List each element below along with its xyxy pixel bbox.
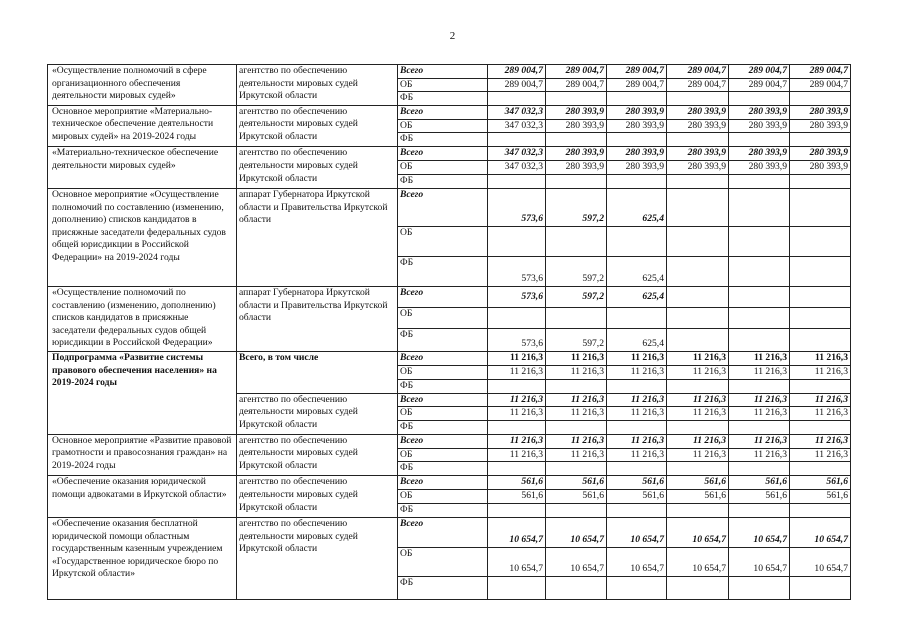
value-cell: 11 216,3 <box>546 365 607 379</box>
value-cell <box>607 462 667 476</box>
value-cell: 561,6 <box>790 490 851 504</box>
value-cell: 561,6 <box>488 476 546 490</box>
value-cell: 11 216,3 <box>546 448 607 462</box>
program-name-cell: «Обеспечение оказания бесплатной юридической помощи областным государственным казенным учреждением «Государственное юридическое бюро по Иркутской области» <box>48 517 237 599</box>
value-cell: 11 216,3 <box>546 393 607 407</box>
value-cell <box>488 379 546 393</box>
value-cell: 289 004,7 <box>790 78 851 92</box>
value-cell <box>729 421 790 435</box>
value-cell <box>729 226 790 256</box>
value-cell <box>667 92 729 106</box>
funding-source-cell: ОБ <box>398 407 488 421</box>
value-cell <box>729 576 790 599</box>
value-cell <box>667 188 729 226</box>
value-cell: 10 654,7 <box>607 547 667 576</box>
value-cell: 625,4 <box>607 328 667 351</box>
value-cell: 280 393,9 <box>546 161 607 175</box>
value-cell: 10 654,7 <box>667 517 729 547</box>
program-name-cell: «Обеспечение оказания юридической помощи адвокатами в Иркутской области» <box>48 476 237 518</box>
value-cell <box>488 226 546 256</box>
funding-source-cell: ФБ <box>398 576 488 599</box>
value-cell: 625,4 <box>607 188 667 226</box>
value-cell <box>607 576 667 599</box>
funding-source-cell: ФБ <box>398 92 488 106</box>
value-cell: 561,6 <box>667 490 729 504</box>
value-cell <box>790 503 851 517</box>
value-cell <box>607 503 667 517</box>
value-cell <box>667 286 729 307</box>
funding-source-cell: ФБ <box>398 174 488 188</box>
value-cell: 280 393,9 <box>790 147 851 161</box>
program-name-cell: Основное мероприятие «Осуществление полномочий по составлению (изменению, дополнению) списков кандидатов в присяжные заседатели федеральных судов общей юрисдикции в Российской Федерации» на 2019-2024 годы <box>48 188 237 286</box>
value-cell: 573,6 <box>488 286 546 307</box>
value-cell <box>790 576 851 599</box>
funding-source-cell: ОБ <box>398 547 488 576</box>
value-cell: 625,4 <box>607 256 667 286</box>
value-cell: 11 216,3 <box>488 351 546 365</box>
value-cell <box>729 188 790 226</box>
funding-source-cell: Всего <box>398 147 488 161</box>
value-cell: 280 393,9 <box>790 161 851 175</box>
value-cell: 11 216,3 <box>667 365 729 379</box>
value-cell <box>729 286 790 307</box>
value-cell: 11 216,3 <box>667 393 729 407</box>
value-cell: 11 216,3 <box>729 407 790 421</box>
value-cell: 289 004,7 <box>790 65 851 79</box>
value-cell: 280 393,9 <box>667 147 729 161</box>
value-cell: 280 393,9 <box>790 105 851 119</box>
funding-source-cell: Всего <box>398 517 488 547</box>
value-cell: 11 216,3 <box>667 434 729 448</box>
value-cell: 11 216,3 <box>488 448 546 462</box>
value-cell: 561,6 <box>607 490 667 504</box>
table-row <box>48 65 851 79</box>
funding-source-cell: ФБ <box>398 503 488 517</box>
table-row <box>48 286 851 307</box>
table-row <box>48 476 851 490</box>
value-cell <box>488 307 546 328</box>
value-cell <box>607 133 667 147</box>
value-cell: 289 004,7 <box>546 78 607 92</box>
value-cell: 11 216,3 <box>790 448 851 462</box>
value-cell: 11 216,3 <box>488 393 546 407</box>
funding-source-cell: ФБ <box>398 328 488 351</box>
value-cell <box>607 174 667 188</box>
value-cell: 280 393,9 <box>667 119 729 133</box>
value-cell: 11 216,3 <box>488 365 546 379</box>
funding-source-cell: Всего <box>398 434 488 448</box>
value-cell: 10 654,7 <box>546 547 607 576</box>
value-cell: 625,4 <box>607 286 667 307</box>
funding-source-cell: ФБ <box>398 133 488 147</box>
value-cell <box>667 462 729 476</box>
table-row <box>48 147 851 161</box>
value-cell <box>667 328 729 351</box>
value-cell: 573,6 <box>488 328 546 351</box>
table-row <box>48 434 851 448</box>
funding-source-cell: Всего <box>398 188 488 226</box>
executor-cell: агентство по обеспечению деятельности мировых судей Иркутской области <box>237 105 398 147</box>
value-cell: 280 393,9 <box>729 105 790 119</box>
funding-source-cell: ФБ <box>398 421 488 435</box>
program-name-cell: «Осуществление полномочий в сфере организационного обеспечения деятельности мировых судей» <box>48 65 237 106</box>
value-cell <box>667 379 729 393</box>
value-cell: 597,2 <box>546 188 607 226</box>
table-row <box>48 517 851 547</box>
value-cell: 289 004,7 <box>729 78 790 92</box>
value-cell: 11 216,3 <box>546 407 607 421</box>
executor-cell: Всего, в том числе <box>237 351 398 393</box>
value-cell: 561,6 <box>488 490 546 504</box>
value-cell: 11 216,3 <box>667 448 729 462</box>
executor-cell: агентство по обеспечению деятельности мировых судей Иркутской области <box>237 147 398 189</box>
funding-source-cell: Всего <box>398 65 488 79</box>
value-cell <box>667 503 729 517</box>
value-cell: 289 004,7 <box>729 65 790 79</box>
funding-source-cell: Всего <box>398 393 488 407</box>
value-cell: 10 654,7 <box>607 517 667 547</box>
value-cell <box>667 174 729 188</box>
value-cell: 597,2 <box>546 256 607 286</box>
value-cell: 11 216,3 <box>607 393 667 407</box>
value-cell: 561,6 <box>546 490 607 504</box>
value-cell <box>546 462 607 476</box>
table-row <box>48 105 851 119</box>
value-cell <box>790 256 851 286</box>
value-cell <box>790 379 851 393</box>
funding-source-cell: ОБ <box>398 78 488 92</box>
value-cell <box>546 226 607 256</box>
executor-cell: агентство по обеспечению деятельности мировых судей Иркутской области <box>237 65 398 106</box>
funding-source-cell: ОБ <box>398 161 488 175</box>
value-cell <box>729 133 790 147</box>
value-cell: 597,2 <box>546 286 607 307</box>
value-cell: 289 004,7 <box>488 65 546 79</box>
funding-source-cell: Всего <box>398 286 488 307</box>
value-cell <box>488 133 546 147</box>
value-cell: 280 393,9 <box>546 147 607 161</box>
program-name-cell: Основное мероприятие «Материально-техническое обеспечение деятельности мировых судей» на 2019-2024 годы <box>48 105 237 147</box>
value-cell <box>729 379 790 393</box>
executor-cell: агентство по обеспечению деятельности мировых судей Иркутской области <box>237 517 398 599</box>
value-cell: 280 393,9 <box>546 105 607 119</box>
value-cell: 10 654,7 <box>488 517 546 547</box>
value-cell <box>546 503 607 517</box>
value-cell: 280 393,9 <box>667 105 729 119</box>
value-cell: 11 216,3 <box>729 393 790 407</box>
value-cell <box>607 307 667 328</box>
value-cell <box>488 503 546 517</box>
value-cell <box>790 174 851 188</box>
value-cell <box>488 174 546 188</box>
value-cell <box>488 92 546 106</box>
value-cell: 280 393,9 <box>790 119 851 133</box>
value-cell: 347 032,3 <box>488 119 546 133</box>
funding-source-cell: Всего <box>398 351 488 365</box>
value-cell: 11 216,3 <box>488 407 546 421</box>
value-cell: 561,6 <box>790 476 851 490</box>
value-cell: 11 216,3 <box>790 407 851 421</box>
value-cell: 280 393,9 <box>607 161 667 175</box>
program-name-cell: «Осуществление полномочий по составлению (изменению, дополнению) списков кандидатов в присяжные заседатели федеральных судов общей юрисдикции в Российской Федерации» <box>48 286 237 351</box>
value-cell: 11 216,3 <box>729 365 790 379</box>
value-cell <box>667 576 729 599</box>
funding-source-cell: ОБ <box>398 448 488 462</box>
value-cell: 280 393,9 <box>729 119 790 133</box>
budget-table <box>47 64 851 600</box>
value-cell <box>729 462 790 476</box>
value-cell <box>667 421 729 435</box>
value-cell: 10 654,7 <box>790 547 851 576</box>
value-cell: 11 216,3 <box>607 407 667 421</box>
value-cell <box>729 92 790 106</box>
value-cell <box>488 576 546 599</box>
value-cell: 11 216,3 <box>607 365 667 379</box>
value-cell <box>607 226 667 256</box>
value-cell <box>667 226 729 256</box>
value-cell: 11 216,3 <box>790 351 851 365</box>
value-cell: 561,6 <box>607 476 667 490</box>
value-cell <box>790 307 851 328</box>
value-cell <box>607 421 667 435</box>
value-cell <box>790 133 851 147</box>
page-number: 2 <box>449 30 456 42</box>
executor-cell: агентство по обеспечению деятельности мировых судей Иркутской области <box>237 434 398 476</box>
value-cell <box>667 307 729 328</box>
value-cell: 10 654,7 <box>667 547 729 576</box>
value-cell <box>790 226 851 256</box>
value-cell <box>546 576 607 599</box>
value-cell: 11 216,3 <box>790 365 851 379</box>
value-cell: 10 654,7 <box>790 517 851 547</box>
value-cell: 280 393,9 <box>607 105 667 119</box>
value-cell: 561,6 <box>546 476 607 490</box>
value-cell: 347 032,3 <box>488 105 546 119</box>
value-cell <box>729 328 790 351</box>
executor-cell: аппарат Губернатора Иркутской области и Правительства Иркутской области <box>237 286 398 351</box>
value-cell: 11 216,3 <box>546 434 607 448</box>
value-cell: 597,2 <box>546 328 607 351</box>
value-cell: 11 216,3 <box>607 434 667 448</box>
value-cell <box>546 379 607 393</box>
value-cell: 11 216,3 <box>607 448 667 462</box>
value-cell <box>790 328 851 351</box>
value-cell: 10 654,7 <box>729 547 790 576</box>
funding-source-cell: ОБ <box>398 119 488 133</box>
value-cell: 561,6 <box>667 476 729 490</box>
value-cell: 11 216,3 <box>790 393 851 407</box>
value-cell: 11 216,3 <box>729 351 790 365</box>
executor-cell: аппарат Губернатора Иркутской области и Правительства Иркутской области <box>237 188 398 286</box>
value-cell: 280 393,9 <box>607 119 667 133</box>
value-cell: 561,6 <box>729 490 790 504</box>
funding-source-cell: ОБ <box>398 226 488 256</box>
funding-source-cell: ОБ <box>398 365 488 379</box>
value-cell: 573,6 <box>488 188 546 226</box>
value-cell <box>667 133 729 147</box>
value-cell: 11 216,3 <box>729 434 790 448</box>
value-cell <box>790 92 851 106</box>
value-cell <box>729 256 790 286</box>
funding-source-cell: ФБ <box>398 379 488 393</box>
funding-source-cell: Всего <box>398 476 488 490</box>
value-cell: 561,6 <box>729 476 790 490</box>
value-cell: 11 216,3 <box>607 351 667 365</box>
value-cell: 11 216,3 <box>488 434 546 448</box>
funding-source-cell: ФБ <box>398 462 488 476</box>
value-cell <box>607 379 667 393</box>
value-cell <box>607 92 667 106</box>
value-cell: 11 216,3 <box>729 448 790 462</box>
value-cell: 347 032,3 <box>488 161 546 175</box>
value-cell <box>729 174 790 188</box>
value-cell <box>546 92 607 106</box>
value-cell <box>546 133 607 147</box>
funding-source-cell: ОБ <box>398 307 488 328</box>
value-cell: 280 393,9 <box>607 147 667 161</box>
value-cell: 10 654,7 <box>488 547 546 576</box>
value-cell: 11 216,3 <box>790 434 851 448</box>
funding-source-cell: Всего <box>398 105 488 119</box>
value-cell: 11 216,3 <box>546 351 607 365</box>
value-cell <box>790 188 851 226</box>
value-cell: 289 004,7 <box>667 78 729 92</box>
value-cell: 289 004,7 <box>488 78 546 92</box>
value-cell <box>667 256 729 286</box>
value-cell <box>488 462 546 476</box>
program-name-cell: Подпрограмма «Развитие системы правового обеспечения населения» на 2019-2024 годы <box>48 351 237 434</box>
value-cell <box>546 307 607 328</box>
value-cell: 11 216,3 <box>667 351 729 365</box>
funding-source-cell: ОБ <box>398 490 488 504</box>
value-cell <box>729 307 790 328</box>
value-cell: 289 004,7 <box>607 65 667 79</box>
funding-source-cell: ФБ <box>398 256 488 286</box>
value-cell: 289 004,7 <box>667 65 729 79</box>
value-cell <box>488 421 546 435</box>
value-cell: 289 004,7 <box>546 65 607 79</box>
executor-cell: агентство по обеспечению деятельности мировых судей Иркутской области <box>237 476 398 518</box>
value-cell: 289 004,7 <box>607 78 667 92</box>
value-cell: 280 393,9 <box>546 119 607 133</box>
value-cell: 10 654,7 <box>729 517 790 547</box>
value-cell: 347 032,3 <box>488 147 546 161</box>
table-row <box>48 351 851 365</box>
value-cell: 10 654,7 <box>546 517 607 547</box>
value-cell: 280 393,9 <box>729 147 790 161</box>
program-name-cell: Основное мероприятие «Развитие правовой грамотности и правосознания граждан» на 2019-2024 годы <box>48 434 237 476</box>
value-cell <box>790 462 851 476</box>
value-cell: 280 393,9 <box>667 161 729 175</box>
value-cell <box>790 286 851 307</box>
value-cell <box>790 421 851 435</box>
value-cell: 573,6 <box>488 256 546 286</box>
value-cell <box>729 503 790 517</box>
executor-cell: агентство по обеспечению деятельности мировых судей Иркутской области <box>237 393 398 434</box>
program-name-cell: «Материально-техническое обеспечение деятельности мировых судей» <box>48 147 237 189</box>
table-row <box>48 188 851 226</box>
value-cell <box>546 421 607 435</box>
value-cell: 11 216,3 <box>667 407 729 421</box>
value-cell <box>546 174 607 188</box>
value-cell: 280 393,9 <box>729 161 790 175</box>
